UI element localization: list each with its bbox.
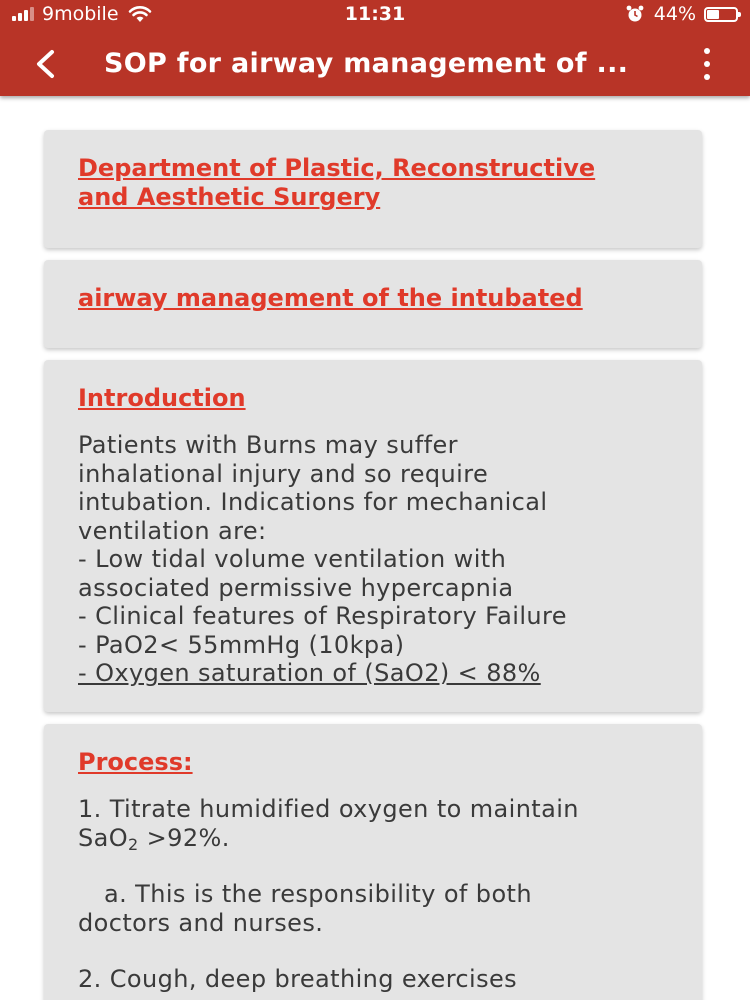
process-item-2: 2. Cough, deep breathing exercises <box>78 965 518 993</box>
intro-line: - PaO2< 55mmHg (10kpa) <box>78 630 405 659</box>
status-bar <box>0 0 750 30</box>
introduction-heading[interactable]: Introduction <box>78 384 246 412</box>
sao-text: SaO <box>78 823 129 852</box>
intro-line: - Oxygen saturation of (SaO2) < 88% <box>78 659 541 687</box>
toolbar <box>0 32 750 96</box>
intro-line: - Clinical features of Respiratory Failure <box>78 602 567 630</box>
battery-percent: 44% <box>653 3 696 25</box>
department-line-2: and Aesthetic Surgery <box>78 183 381 211</box>
intro-line: intubation. Indications for mechanical <box>78 488 548 516</box>
status-right <box>626 3 738 25</box>
topic-heading[interactable]: airway management of the intubated <box>78 284 583 312</box>
process-item-1-cont <box>78 824 668 853</box>
app-bar <box>0 0 750 96</box>
department-line-1: Department of Plastic, Reconstructive <box>78 154 596 182</box>
carrier-label: 9mobile <box>42 3 119 25</box>
more-options-button[interactable] <box>700 48 714 80</box>
process-item-1a-cont: doctors and nurses. <box>78 908 324 937</box>
process-card <box>44 724 702 1000</box>
page-title: SOP for airway management of ... <box>104 48 629 79</box>
process-item-1a: a. This is the responsibility of both <box>104 880 532 908</box>
back-button[interactable] <box>26 44 66 84</box>
introduction-card <box>44 360 702 712</box>
more-vert-icon <box>704 48 710 54</box>
battery-level-fill <box>707 10 719 19</box>
status-time: 11:31 <box>344 3 406 25</box>
intro-line: ventilation are: <box>78 516 267 545</box>
process-body <box>78 795 668 994</box>
intro-line: associated permissive hypercapnia <box>78 573 514 602</box>
content-scroll-area[interactable] <box>0 96 750 1000</box>
intro-line: inhalational injury and so require <box>78 459 489 488</box>
process-heading[interactable]: Process: <box>78 748 193 776</box>
topic-card <box>44 260 702 348</box>
department-card <box>44 130 702 248</box>
sao-subscript: 2 <box>128 834 139 854</box>
alarm-icon <box>626 5 644 23</box>
introduction-body <box>78 431 668 688</box>
process-item-1: 1. Titrate humidified oxygen to maintain <box>78 795 579 823</box>
intro-line: - Low tidal volume ventilation with <box>78 545 507 573</box>
back-arrow-icon <box>26 44 66 84</box>
sao-threshold: >92%. <box>138 823 230 852</box>
battery-icon <box>704 7 738 22</box>
department-heading[interactable] <box>78 154 668 212</box>
intro-line: Patients with Burns may suffer <box>78 431 458 459</box>
